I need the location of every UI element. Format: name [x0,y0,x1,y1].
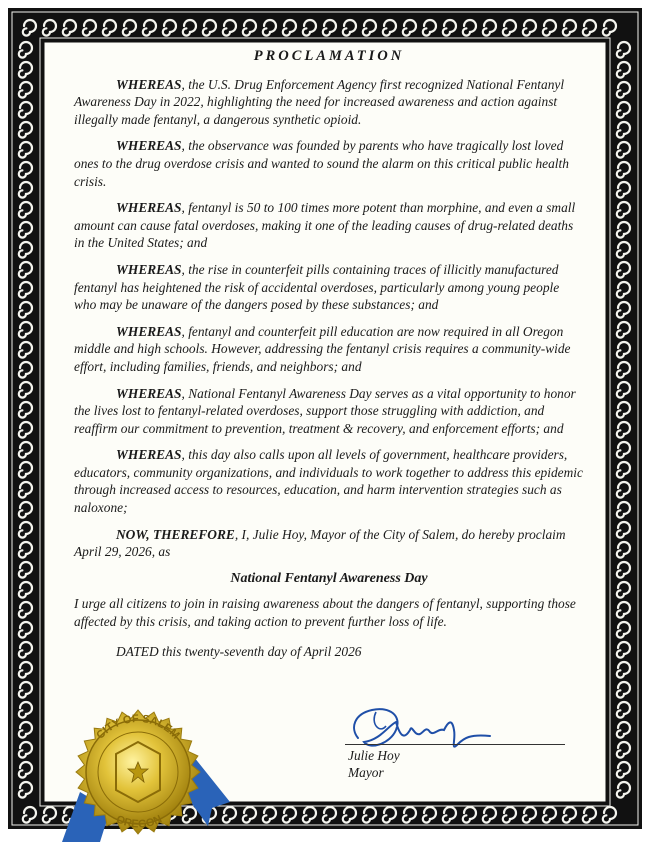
observance-heading: National Fentanyl Awareness Day [230,570,428,586]
whereas-paragraph-6: WHEREAS, National Fentanyl Awareness Day serves as a vital opportunity to honor the lives lost to fentanyl-related overdoses, support those struggling with addiction, and reaffirm our commitment to prevention, treatment & recovery, and enforcement efforts; and [74,385,576,436]
seal-text-bottom: OREGON [114,813,164,831]
whereas-paragraph-4: WHEREAS, the rise in counterfeit pills containing traces of illicitly manufactured fentanyl has heightened the risk of accidental overdoses, particularly among young people who may be unaware of the dangers posed by these substances; and [74,261,560,313]
signer-title: Mayor [348,765,384,780]
dated-line: DATED this twenty-seventh day of April 2026 [116,643,362,659]
whereas-paragraph-1: WHEREAS, the U.S. Drug Enforcement Agency first recognized National Fentanyl Awareness Day in 2022, highlighting the need for increased awareness and action against illegally made fentanyl, a dangerous synthetic opioid. [74,76,565,127]
now-therefore-paragraph: NOW, THEREFORE, I, Julie Hoy, Mayor of the City of Salem, do hereby proclaim April 29, 2026, as [74,526,566,560]
seal-text-top: CITY OF SALEM [94,712,182,742]
whereas-paragraph-3: WHEREAS, fentanyl is 50 to 100 times more potent than morphine, and even a small amount can cause fatal overdoses, making it one of the leading causes of drug-related deaths in the United States; and [74,200,576,251]
proclamation-body [74,48,584,788]
whereas-paragraph-7: WHEREAS, this day also calls upon all levels of government, healthcare providers, educators, community organizations, and individuals to work together to address this epidemic through increased access to resources, education, and harm intervention strategies such as naloxone; [74,447,583,516]
whereas-paragraph-5: WHEREAS, fentanyl and counterfeit pill education are now required in all Oregon middle and high schools. However, addressing the fentanyl crisis requires a community-wide effort, including families, friends, and neighbors; and [74,323,571,374]
closing-paragraph: I urge all citizens to join in raising awareness about the dangers of fentanyl, supporting those affected by this crisis, and taking action to prevent further loss of life. [74,596,576,630]
document-title: PROCLAMATION [253,48,405,64]
signature-line [345,744,565,745]
whereas-paragraph-2: WHEREAS, the observance was founded by parents who have tragically lost loved ones to the drug overdose crisis and wanted to sound the alarm on this critical public health crisis. [74,138,569,189]
city-seal [40,692,240,842]
signer-name: Julie Hoy [348,748,400,763]
